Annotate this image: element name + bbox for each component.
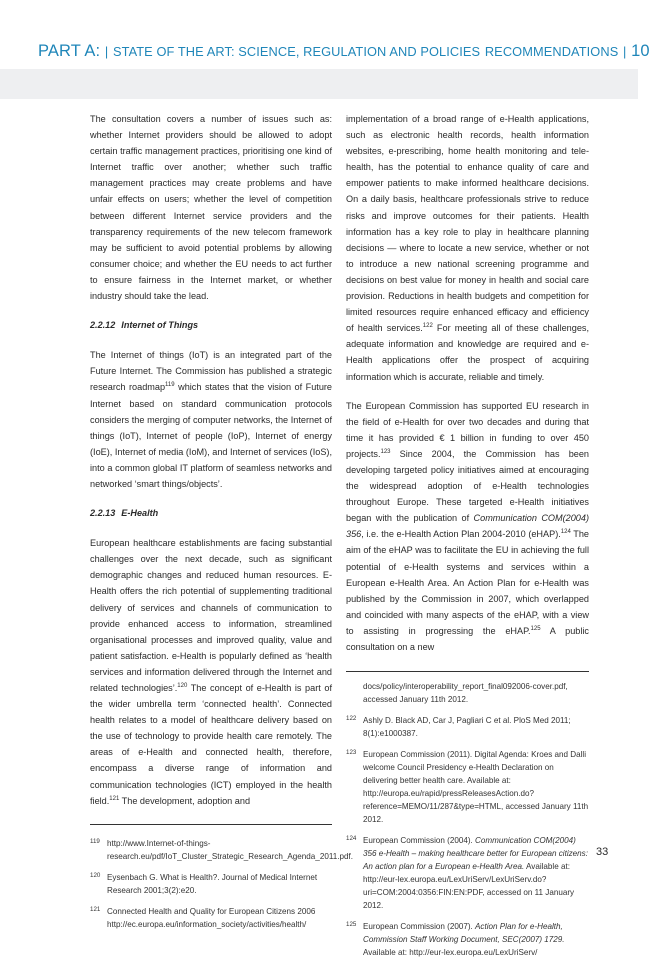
- footnote-122: [346, 714, 589, 740]
- heading-number: 2.2.12: [90, 320, 116, 331]
- text-run: The European Commission has supported EU research in the field of e-Health for over two decades and during that time it has provided € 1 billion in funding to over 450 projects.: [346, 400, 589, 459]
- footnote-ref: 125: [530, 625, 541, 632]
- header-recommendations: RECOMMENDATIONS: [484, 44, 619, 59]
- page-number: 33: [596, 846, 609, 858]
- footnote-number: 122: [346, 715, 357, 723]
- footnote-ref: 121: [109, 795, 120, 802]
- footnote-ref: 122: [422, 323, 433, 330]
- header-page: 10: [631, 42, 650, 60]
- header-part: PART A:: [38, 42, 101, 60]
- header-title: [38, 42, 650, 61]
- header-section: STATE OF THE ART: SCIENCE, REGULATION AND POLICIES: [112, 44, 481, 59]
- header-band: [0, 69, 638, 99]
- footnote-number: 120: [90, 871, 101, 879]
- footnote-ref: 124: [560, 529, 571, 536]
- footnote-text: Ashly D. Black AD, Car J, Pagliari C et al. PloS Med 2011; 8(1):e1000387.: [363, 716, 571, 739]
- footnote-ref: 123: [380, 448, 391, 455]
- footnote-ref: 119: [165, 382, 175, 389]
- paragraph-commission-research: [346, 398, 589, 656]
- text-run: European healthcare establishments are facing substantial challenges over the next decade, such as significant demographic changes and reduced human resources. E-Health offers the rich potential of supplementing traditional delivery of services and channels of communication to provide enhanced access to information, streamlined organisational processes and improved quality, value and patient satisfaction. e-Health is popularly defined as ‘health services and information delivered through the Internet and related technologies’.: [90, 538, 332, 693]
- text-run: Since 2004, the Commission has been developing targeted policy initiatives aimed at encouraging the widespread adoption of e-Health technologies throughout Europe. These targeted e-Health initiatives began with the publication of: [346, 448, 589, 524]
- header-divider-2: |: [623, 44, 627, 59]
- footnote-text: Available at: http://eur-lex.europa.eu/LexUriServ/: [363, 948, 538, 958]
- footnote-number: 121: [90, 905, 101, 913]
- text-run: implementation of a broad range of e-Health applications, such as electronic health records, health information websites, e-prescribing, home health monitoring and tele-health, has the potential to enhance quality of care and empower patients to make informed healthcare decisions. On a daily basis, healthcare professionals strive to reduce risks and improve outcomes for their patients. Health information has a key role to play in healthcare planning decisions — where to locate a new service, whether or not to introduce a new national screening programme and decisions on best value for money in health and social care provision. Reductions in health budgets and competition for limited resources require enhanced efficacy and efficiency of health services.: [346, 114, 589, 334]
- footnote-text: Available at: http://eur-lex.europa.eu/LexUriServ/LexUriServ.do?uri=COM:2004:0356:FIN:EN:PDF, accessed on 11 January 2012.: [363, 862, 575, 911]
- footnote-text-italic: Action Plan for e-Health, Commission Staff Working Document, SEC(2007) 1729.: [363, 922, 565, 945]
- footnote-text: European Commission (2007).: [363, 922, 476, 932]
- text-run: The aim of the eHAP was to facilitate the EU in achieving the full potential of e-Health systems and services within a European e-Health Area. An Action Plan for e-Health was published by the Commission in 2007, which overlapped and coincided with many aspects of the eHAP, with a view to assisting in progressing the eHAP.: [346, 529, 589, 636]
- footnote-continuation: [346, 680, 589, 706]
- footnotes-right: [346, 680, 589, 959]
- footnote-120: [90, 871, 332, 897]
- footnote-text: European Commission (2004).: [363, 836, 476, 846]
- heading-title: Internet of Things: [121, 320, 199, 331]
- paragraph-e-health: [90, 535, 332, 809]
- footnote-121: [90, 905, 332, 931]
- header-divider: |: [104, 44, 109, 59]
- footnote-125: [346, 920, 589, 959]
- footnote-text: docs/policy/interoperability_report_final092006-cover.pdf, accessed January 11th 2012.: [363, 682, 568, 705]
- footnote-text: http://www.Internet-of-things-research.eu/pdf/IoT_Cluster_Strategic_Research_Agenda_2011.pdf.: [107, 838, 353, 861]
- footnote-text: Eysenbach G. What is Health?. Journal of Medical Internet Research 2001;3(2):e20.: [107, 872, 318, 895]
- heading-number: 2.2.13: [90, 508, 116, 519]
- text-run: The development, adoption and: [119, 795, 251, 806]
- right-column: [346, 111, 589, 967]
- paragraph-iot: [90, 347, 332, 492]
- text-run-italic: Communication COM(2004) 356: [346, 513, 589, 540]
- footnote-124: [346, 834, 589, 912]
- heading-internet-of-things: [90, 317, 332, 333]
- footnote-number: 119: [90, 837, 100, 845]
- paragraph-consultation: The consultation covers a number of issues such as: whether Internet providers should be allowed to adopt certain traffic management practices, prioritising one kind of Internet traffic over another; whether such traffic management practices may create problems and have unfair effects on users; whether the level of competition between different Internet service providers and the transparency requirements of the new telecom framework may be sufficient to avoid potential problems by allowing consumer choice; and whether the EU needs to act further to ensure fairness in the Internet market, or whether industry should take the lead.: [90, 114, 332, 302]
- footnote-ref: 120: [177, 682, 188, 689]
- paragraph-implementation: [346, 111, 589, 385]
- heading-e-health: [90, 505, 332, 521]
- heading-title: E-Health: [121, 508, 159, 519]
- text-run: A public consultation on a new: [346, 625, 589, 652]
- footnote-123: [346, 748, 589, 826]
- text-run: The Internet of things (IoT) is an integrated part of the Future Internet. The Commission has published a strategic research roadmap: [90, 350, 332, 393]
- footnote-119: [90, 837, 353, 863]
- footnote-rule: [90, 824, 332, 825]
- footnote-number: 124: [346, 835, 357, 843]
- footnote-number: 123: [346, 749, 357, 757]
- footnote-text: Connected Health and Quality for European Citizens 2006 http://ec.europa.eu/information_society/activities/health/: [107, 906, 316, 929]
- text-run: For meeting all of these challenges, adequate information and knowledge are required and e-Health applications offer the prospect of acquiring information which is accurate, reliable and timely.: [346, 323, 590, 382]
- text-run: The concept of e-Health is part of the wider umbrella term ‘connected health’. Connected health relates to a model of healthcare delivery based on the use of technology to provide health care remotely. The areas of e-Health and connected health, therefore, encompass a diverse range of information and communication technologies (ICT) employed in the health field.: [90, 683, 332, 806]
- footnote-text-italic: Communication COM(2004) 356 e-Health – making healthcare better for European citizens: An action plan for a European e-Health Area.: [363, 836, 588, 872]
- footnote-text: European Commission (2011). Digital Agenda: Kroes and Dalli welcome Council Presidency e-Health Declaration on delivering better health care. Available at: http://europa.eu/rapid/pressReleasesAction.do?reference=MEMO/11/287&type=HTML, accessed January 11th 2012.: [363, 750, 589, 825]
- text-run: which states that the vision of Future Internet based on standard communication protocols considers the merging of computer networks, the Internet of things (IoT), Internet of people (IoP), Internet of energy (IoE), Internet of media (IoM), and Internet of services (IoS), into a common global IT platform of seamless networks and networked ‘smart things/objects’.: [90, 382, 333, 489]
- footnote-rule: [346, 671, 589, 672]
- text-run: , i.e. the e-Health Action Plan 2004-2010 (eHAP).: [361, 529, 561, 540]
- running-header: [0, 0, 650, 69]
- footnote-number: 125: [346, 921, 357, 929]
